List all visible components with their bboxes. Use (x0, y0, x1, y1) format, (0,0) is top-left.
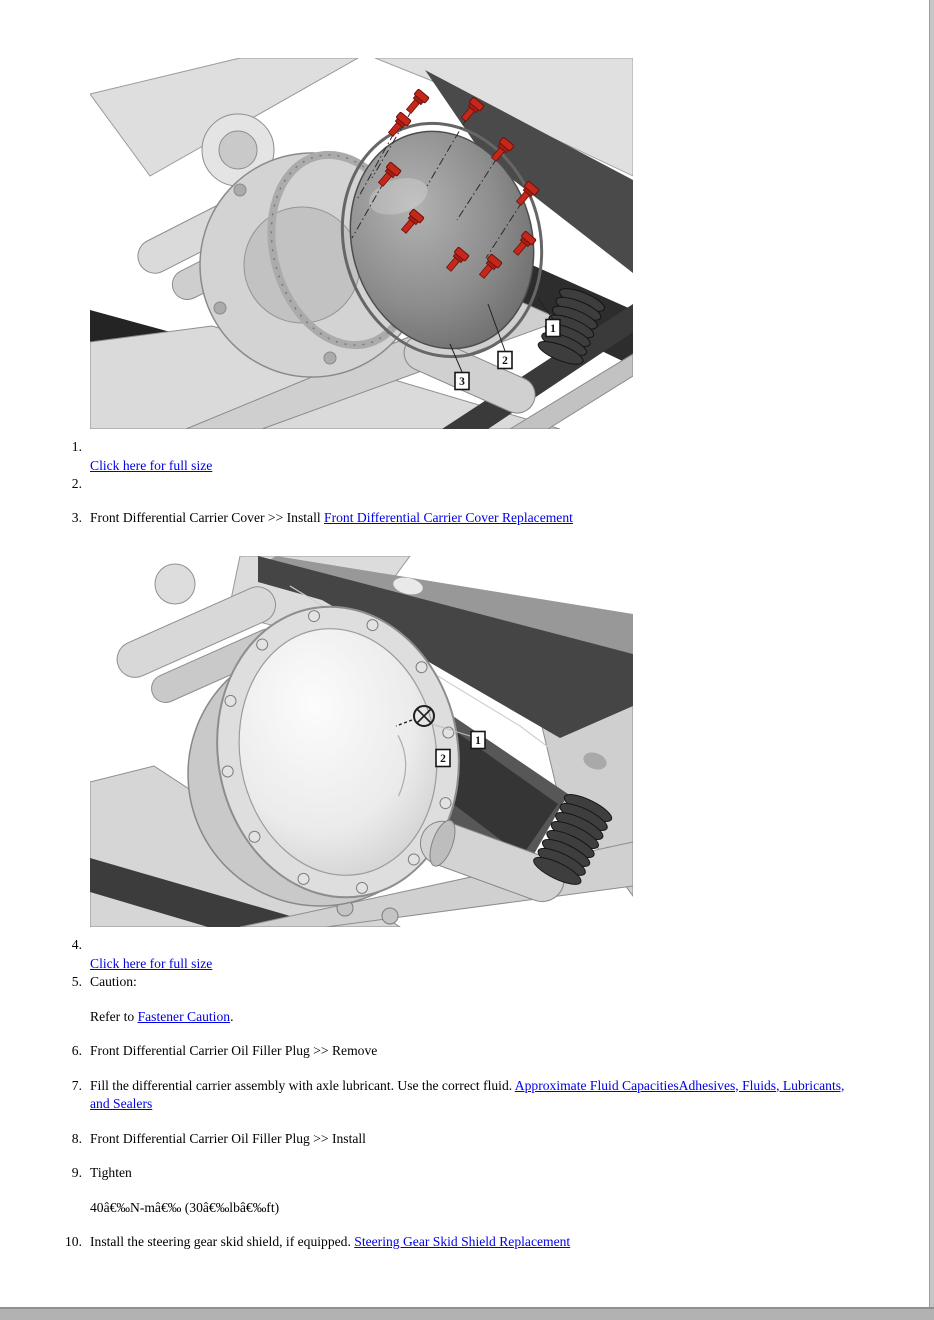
step-item-7 (52, 1077, 929, 1114)
step-6-number: 6. (71, 1043, 82, 1058)
figure1-callout-2-label: 2 (502, 355, 508, 367)
step-item-9 (52, 1164, 929, 1217)
step-item-5 (52, 973, 929, 1026)
figure2-callout-1-label: 1 (475, 735, 481, 747)
step-2-number: 2. (71, 476, 82, 491)
step-9-number: 9. (71, 1165, 82, 1180)
step-item-6 (52, 1042, 929, 1061)
fastener-caution-link[interactable]: Fastener Caution (137, 1008, 231, 1024)
bottom-frame-bar (0, 1307, 934, 1320)
caution-paragraph (90, 1008, 865, 1027)
step-8-text: Front Differential Carrier Oil Filler Plug >> Install (90, 1130, 366, 1146)
step-8-number: 8. (71, 1130, 82, 1146)
step-5-number: 5. (71, 974, 82, 989)
blank-line (90, 936, 865, 955)
step-10-text: Install the steering gear skid shield, if equipped. (90, 1234, 355, 1249)
step-item-4 (52, 936, 929, 973)
step-item-3 (52, 509, 929, 528)
carrier-cover-replacement-link[interactable]: Front Differential Carrier Cover Replacement (324, 509, 573, 525)
torque-spec: 40â€‰N-mâ€‰ (30â€‰lbâ€‰ft) (90, 1199, 280, 1215)
step-3-text: Front Differential Carrier Cover >> Install (90, 509, 325, 525)
caution-heading: Caution: (90, 974, 137, 989)
approximate-fluid-capacities-link[interactable]: Approximate Fluid Capacities (514, 1077, 679, 1093)
caution-text: Refer to (90, 1008, 138, 1024)
figure2-callout-2 (436, 750, 450, 767)
step-10-number: 10. (65, 1234, 82, 1249)
carrier-cover-installed-illustration (90, 556, 633, 927)
full-size-link-1[interactable]: Click here for full size (90, 457, 213, 473)
blank-line (90, 438, 865, 457)
step-3-number: 3. (71, 509, 82, 525)
figure1-callout-2 (498, 352, 512, 369)
step-6-text: Front Differential Carrier Oil Filler Plug >> Remove (90, 1043, 378, 1058)
step-7-number: 7. (71, 1077, 82, 1093)
right-frame-strip (929, 0, 934, 1307)
step-item-1 (52, 438, 929, 475)
carrier-cover-install-illustration (90, 58, 633, 429)
tighten-heading: Tighten (90, 1165, 132, 1180)
full-size-link-2[interactable]: Click here for full size (90, 955, 213, 971)
caution-suffix: . (230, 1008, 234, 1024)
step-item-8 (52, 1130, 929, 1149)
step-item-2 (52, 475, 929, 494)
figure1-callout-1-label: 1 (550, 323, 556, 335)
step-7-text: Fill the differential carrier assembly with axle lubricant. Use the correct fluid. (90, 1077, 515, 1093)
figure1-callout-3-label: 3 (459, 376, 465, 388)
adhesives-fluids-lubricants-sealers-link[interactable]: Adhesives, Fluids, Lubricants, and Sealers (90, 1077, 845, 1111)
steering-gear-skid-shield-replacement-link[interactable]: Steering Gear Skid Shield Replacement (354, 1234, 571, 1249)
figure-carrier-cover-installed (90, 556, 633, 927)
step-item-10 (52, 1233, 929, 1252)
step-1-number: 1. (71, 439, 82, 454)
step-4-number: 4. (71, 937, 82, 952)
figure1-callout-3 (455, 373, 469, 390)
figure-carrier-cover-bolts (90, 58, 633, 429)
figure2-callout-1 (471, 732, 485, 749)
figure2-callout-2-label: 2 (440, 753, 446, 765)
figure1-callout-1 (546, 320, 560, 337)
